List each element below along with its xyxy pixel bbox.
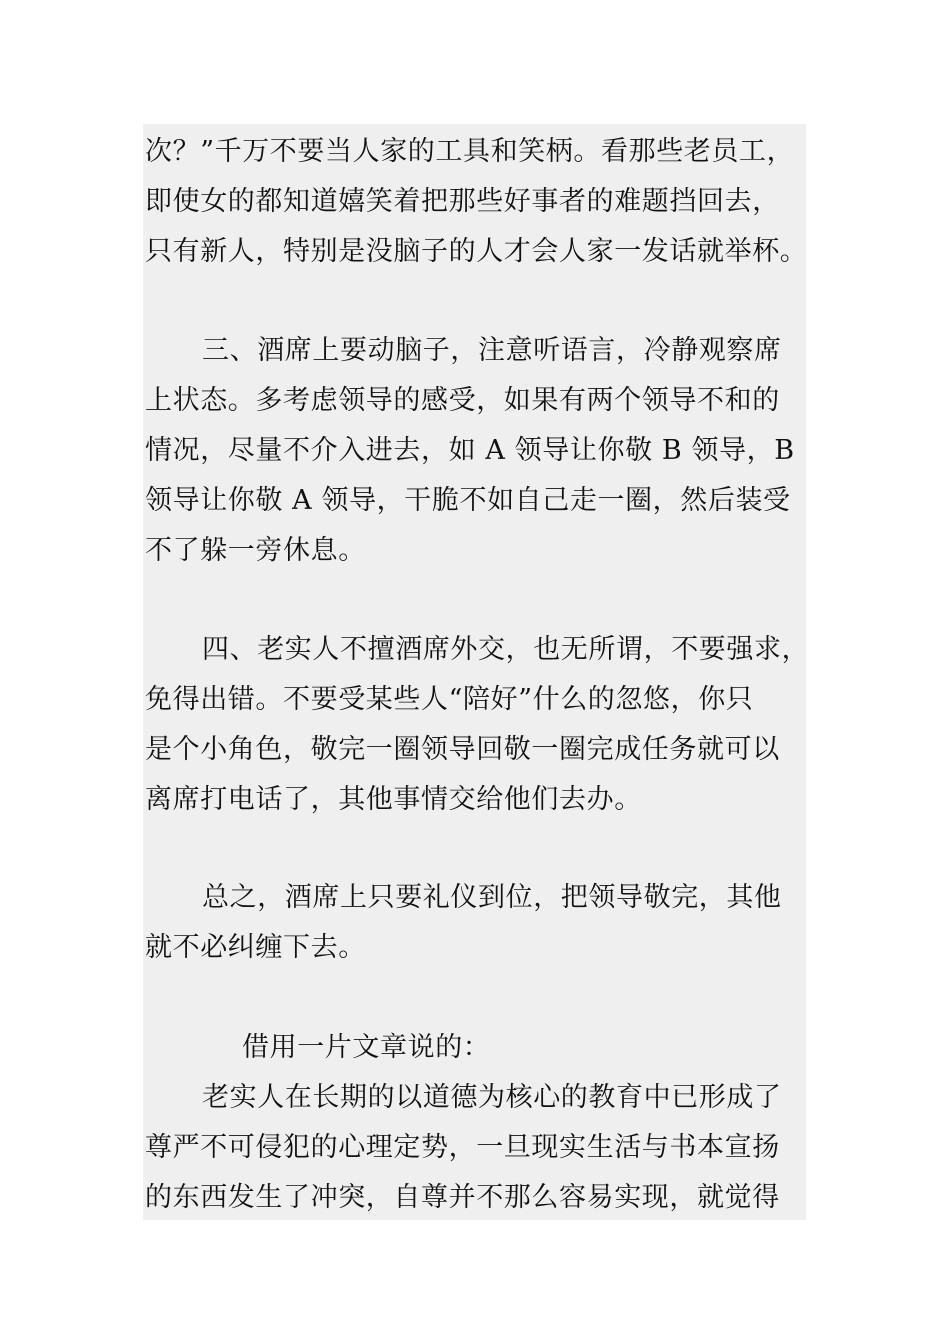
paragraph-line: 领导让你敬 A 领导，干脆不如自己走一圈，然后装受 <box>145 485 791 516</box>
paragraph-line: 尊严不可侵犯的心理定势，一旦现实生活与书本宣扬 <box>145 1132 780 1163</box>
paragraph-line: 的东西发生了冲突，自尊并不那么容易实现，就觉得 <box>145 1182 780 1213</box>
paragraph-line: 情况，尽量不介入进去，如 A 领导让你敬 B 领导，B <box>145 435 795 466</box>
paragraph-line: 不了躲一旁休息。 <box>145 535 366 566</box>
paragraph-line: 借用一片文章说的： <box>242 1032 491 1063</box>
paragraph-line: 总之，酒席上只要礼仪到位，把领导敬完，其他 <box>202 882 782 913</box>
paragraph-line: 四、老实人不擅酒席外交，也无所谓，不要强求， <box>202 634 810 665</box>
paragraph-line: 次？”千万不要当人家的工具和笑柄。看那些老员工， <box>145 136 795 167</box>
paragraph-line: 是个小角色，敬完一圈领导回敬一圈完成任务就可以 <box>145 734 780 765</box>
paragraph-line: 即使女的都知道嬉笑着把那些好事者的难题挡回去， <box>145 186 780 217</box>
paragraph-line: 离席打电话了，其他事情交给他们去办。 <box>145 784 642 815</box>
paragraph-line: 上状态。多考虑领导的感受，如果有两个领导不和的 <box>145 385 780 416</box>
paragraph-line: 免得出错。不要受某些人“陪好”什么的忽悠，你只 <box>145 684 754 715</box>
paragraph-line: 三、酒席上要动脑子，注意听语言，冷静观察席 <box>202 335 782 366</box>
paragraph-line: 只有新人，特别是没脑子的人才会人家一发话就举杯。 <box>145 236 808 267</box>
paragraph-line: 就不必纠缠下去。 <box>145 932 366 963</box>
paragraph-line: 老实人在长期的以道德为核心的教育中已形成了 <box>202 1082 782 1113</box>
